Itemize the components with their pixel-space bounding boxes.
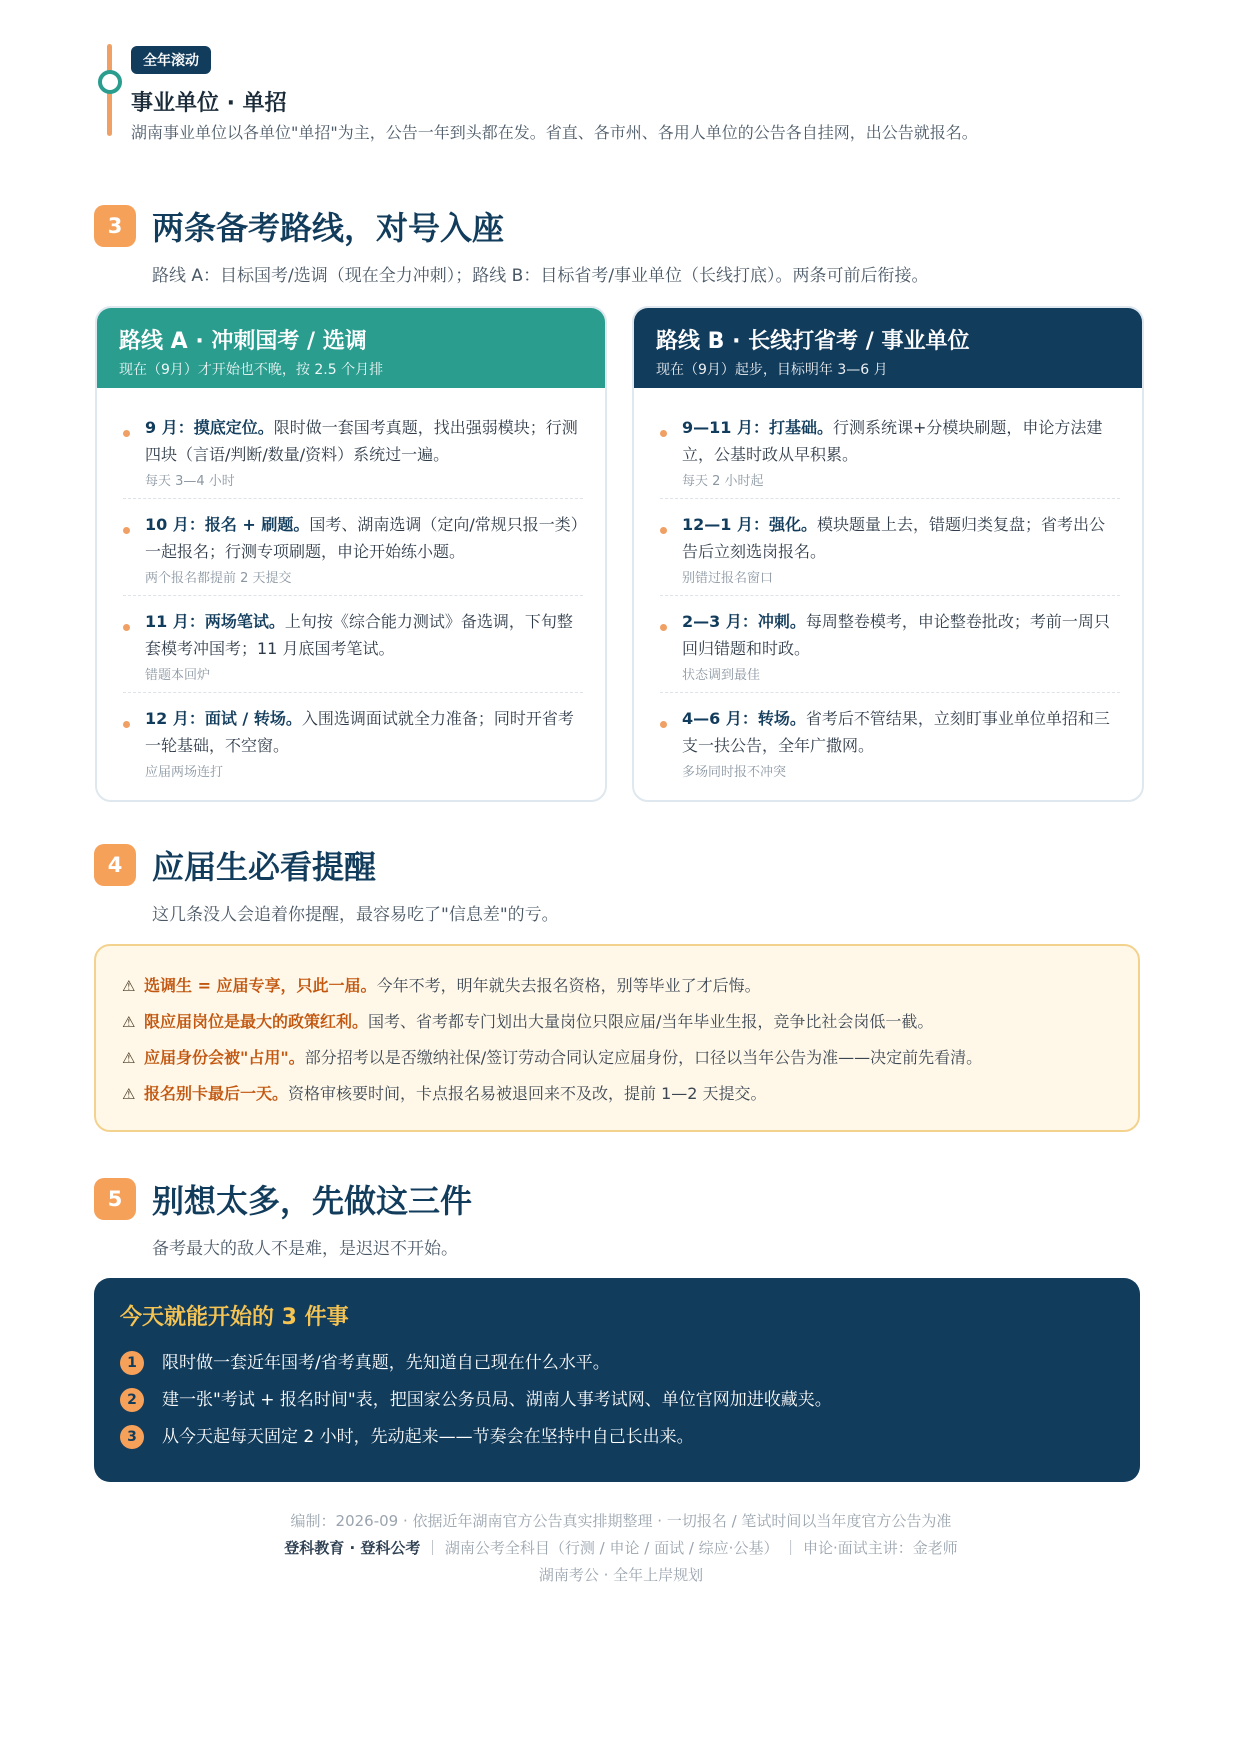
section-subtitle: 备考最大的敌人不是难，是迟迟不开始。 [152, 1239, 458, 1259]
warning-key: 选调生 = 应届专享，只此一届。 [144, 976, 377, 995]
step-number: 1 [120, 1351, 144, 1375]
item-text: 模块题量上去，错题归类复盘；省考出公告后立刻选岗报名。 [682, 515, 1105, 561]
warning-text: 部分招考以是否缴纳社保/签订劳动合同认定应届身份，口径以当年公告为准——决定前先看清。 [304, 1048, 983, 1067]
warning-text: 今年不考，明年就失去报名资格，别等毕业了才后悔。 [376, 976, 761, 995]
list-item [123, 693, 583, 789]
bullet-icon [660, 527, 667, 534]
item-text: 限时做一套国考真题，找出强弱模块；行测四块（言语/判断/数量/资料）系统过一遍。 [145, 418, 578, 464]
route-a-title: 路线 A · 冲刺国考 / 选调 [119, 329, 367, 354]
item-text: 省考后不管结果，立刻盯事业单位单招和三支一扶公告，全年广撒网。 [682, 709, 1110, 755]
bullet-icon [660, 430, 667, 437]
route-a-subtitle: 现在（9月）才开始也不晚，按 2.5 个月排 [119, 362, 384, 378]
warning-row [122, 968, 1112, 1004]
route-a-card [95, 306, 607, 802]
item-text: 行测系统课+分模块刷题，申论方法建立，公基时政从早积累。 [682, 418, 1103, 464]
footer-brand: 登科教育 · 登科公考 [284, 1539, 421, 1557]
section-number: 5 [94, 1178, 136, 1220]
warning-text: 国考、省考都专门划出大量岗位只限应届/当年毕业生报，竞争比社会岗低一截。 [368, 1012, 934, 1031]
todo-row [120, 1382, 1114, 1419]
list-item [660, 596, 1120, 693]
bullet-icon [123, 721, 130, 728]
warning-text: 资格审核要时间，卡点报名易被退回来不及改，提前 1—2 天提交。 [288, 1084, 767, 1103]
timeline-title: 事业单位 · 单招 [131, 91, 287, 116]
warning-icon: ⚠ [122, 1013, 136, 1031]
item-key: 2—3 月：冲刺。 [682, 612, 806, 631]
route-b-subtitle: 现在（9月）起步，目标明年 3—6 月 [656, 362, 888, 378]
warning-row [122, 1004, 1112, 1040]
footer-line-2 [0, 1535, 1242, 1562]
item-text: 每周整卷模考，申论整卷批改；考前一周只回归错题和时政。 [682, 612, 1110, 658]
section-subtitle: 这几条没人会追着你提醒，最容易吃了"信息差"的亏。 [152, 905, 559, 925]
list-item [123, 402, 583, 499]
list-item [660, 499, 1120, 596]
warnings-box [94, 944, 1140, 1132]
warning-row [122, 1040, 1112, 1076]
list-item [660, 402, 1120, 499]
item-note: 状态调到最佳 [682, 668, 761, 683]
list-item [123, 596, 583, 693]
bullet-icon [660, 624, 667, 631]
item-note: 别错过报名窗口 [682, 571, 774, 586]
item-key: 4—6 月：转场。 [682, 709, 806, 728]
bullet-icon [660, 721, 667, 728]
item-note: 错题本回炉 [145, 668, 211, 683]
warning-icon: ⚠ [122, 977, 136, 995]
item-key: 9 月：摸底定位。 [145, 418, 274, 437]
list-item [123, 499, 583, 596]
warning-row [122, 1076, 1112, 1112]
section-title: 别想太多，先做这三件 [152, 1182, 473, 1220]
footer-line-1: 编制：2026-09 · 依据近年湖南官方公告真实排期整理 · 一切报名 / 笔试时间以当年度官方公告为准 [290, 1512, 952, 1530]
route-b-list [634, 388, 1142, 789]
item-key: 10 月：报名 + 刷题。 [145, 515, 310, 534]
bullet-icon [123, 430, 130, 437]
timeline-badge: 全年滚动 [131, 46, 211, 74]
item-key: 12—1 月：强化。 [682, 515, 817, 534]
warning-key: 应届身份会被"占用"。 [144, 1048, 305, 1067]
item-key: 11 月：两场笔试。 [145, 612, 285, 631]
section-number: 3 [94, 205, 136, 247]
todo-box [94, 1278, 1140, 1482]
todo-text: 从今天起每天固定 2 小时，先动起来——节奏会在坚持中自己长出来。 [162, 1427, 694, 1447]
route-b-title: 路线 B · 长线打省考 / 事业单位 [656, 329, 970, 354]
section-title: 应届生必看提醒 [152, 848, 377, 886]
section-number: 4 [94, 844, 136, 886]
warning-icon: ⚠ [122, 1085, 136, 1103]
todo-title: 今天就能开始的 3 件事 [120, 1305, 349, 1330]
item-text: 国考、湖南选调（定向/常规只报一类）一起报名；行测专项刷题，申论开始练小题。 [145, 515, 579, 561]
item-note: 每天 3—4 小时 [145, 474, 235, 489]
timeline-dot [98, 70, 122, 94]
route-a-header [97, 308, 605, 388]
footer [0, 1508, 1242, 1589]
footer-line-3: 湖南考公 · 全年上岸规划 [538, 1566, 704, 1584]
section-subtitle: 路线 A：目标国考/选调（现在全力冲刺）；路线 B：目标省考/事业单位（长线打底）。两条可前后衔接。 [152, 266, 929, 286]
todo-row [120, 1345, 1114, 1382]
route-b-header [634, 308, 1142, 388]
section-title: 两条备考路线，对号入座 [152, 209, 505, 247]
todo-row [120, 1419, 1114, 1456]
step-number: 3 [120, 1425, 144, 1449]
route-a-list [97, 388, 605, 789]
bullet-icon [123, 624, 130, 631]
item-text: 入围选调面试就全力准备；同时开省考一轮基础，不空窗。 [145, 709, 574, 755]
warning-key: 限应届岗位是最大的政策红利。 [144, 1012, 369, 1031]
route-b-card [632, 306, 1144, 802]
step-number: 2 [120, 1388, 144, 1412]
timeline-desc: 湖南事业单位以各单位"单招"为主，公告一年到头都在发。省直、各市州、各用人单位的公告各自挂网，出公告就报名。 [131, 123, 978, 142]
todo-text: 建一张"考试 + 报名时间"表，把国家公务员局、湖南人事考试网、单位官网加进收藏夹。 [162, 1390, 832, 1410]
list-item [660, 693, 1120, 789]
item-key: 12 月：面试 / 转场。 [145, 709, 302, 728]
footer-line-2-text: ｜ 湖南公考全科目（行测 / 申论 / 面试 / 综应·公基） ｜ 申论·面试主讲：金老师 [420, 1539, 958, 1557]
bullet-icon [123, 527, 130, 534]
item-note: 每天 2 小时起 [682, 474, 764, 489]
warning-key: 报名别卡最后一天。 [144, 1084, 289, 1103]
item-note: 多场同时报不冲突 [682, 765, 787, 780]
item-note: 两个报名都提前 2 天提交 [145, 571, 292, 586]
todo-text: 限时做一套近年国考/省考真题，先知道自己现在什么水平。 [162, 1353, 610, 1373]
item-key: 9—11 月：打基础。 [682, 418, 833, 437]
warning-icon: ⚠ [122, 1049, 136, 1067]
item-text: 上旬按《综合能力测试》备选调，下旬整套模考冲国考；11 月底国考笔试。 [145, 612, 573, 658]
item-note: 应届两场连打 [145, 765, 224, 780]
